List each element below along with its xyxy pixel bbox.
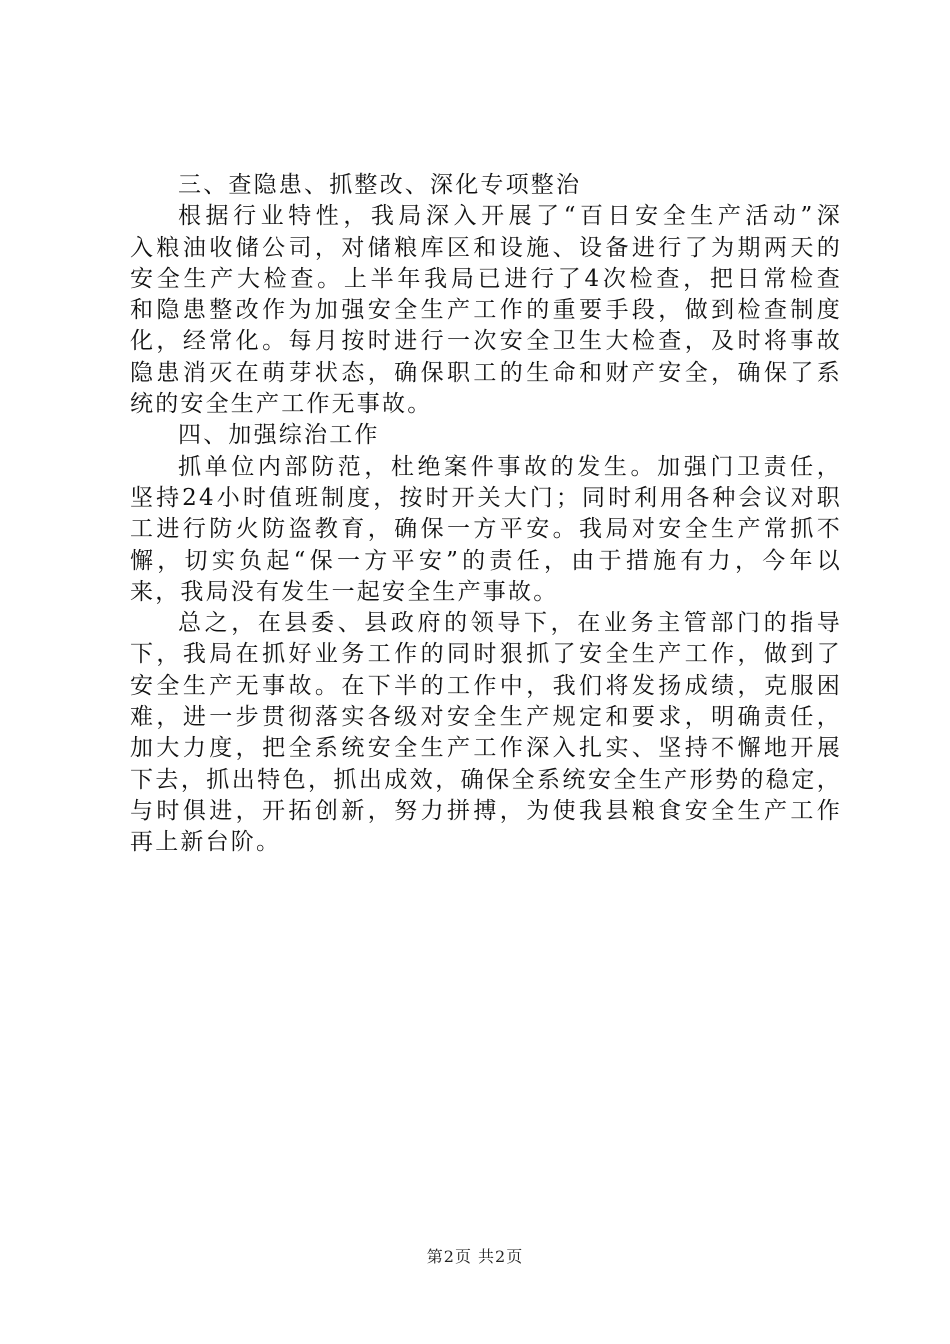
paragraph-line: 懈，切实负起“保一方平安”的责任，由于措施有力，今年以 [130,547,842,574]
paragraph-line: 下去，抓出特色，抓出成效，确保全系统安全生产形势的稳定， [130,766,842,793]
section-3-paragraph [130,201,842,420]
paragraph-line: 入粮油收储公司，对储粮库区和设施、设备进行了为期两天的 [130,234,842,261]
paragraph-line: 来，我局没有发生一起安全生产事故。 [130,578,559,605]
paragraph-line: 总之，在县委、县政府的领导下，在业务主管部门的指导 [178,610,842,637]
section-heading-3: 三、查隐患、抓整改、深化专项整治 [178,172,582,198]
paragraph-line: 隐患消灭在萌芽状态，确保职工的生命和财产安全，确保了系 [130,359,842,386]
paragraph-line: 加大力度，把全系统安全生产工作深入扎实、坚持不懈地开展 [130,735,842,762]
section-4-paragraph [130,452,842,608]
paragraph-line: 抓单位内部防范，杜绝案件事故的发生。加强门卫责任， [178,453,842,480]
page-number-footer: 第2页 共2页 [426,1247,524,1266]
paragraph-line: 难，进一步贯彻落实各级对安全生产规定和要求，明确责任， [130,704,842,731]
paragraph-line: 化，经常化。每月按时进行一次安全卫生大检查，及时将事故 [130,328,842,355]
paragraph-line: 工进行防火防盗教育，确保一方平安。我局对安全生产常抓不 [130,516,842,543]
paragraph-line: 与时俱进，开拓创新，努力拼搏，为使我县粮食安全生产工作 [130,797,842,824]
paragraph-line: 和隐患整改作为加强安全生产工作的重要手段，做到检查制度 [130,297,842,324]
conclusion-paragraph [130,608,842,858]
document-body [130,170,842,859]
paragraph-line: 下，我局在抓好业务工作的同时狠抓了安全生产工作，做到了 [130,641,842,668]
paragraph-line: 坚持24小时值班制度，按时开关大门；同时利用各种会议对职 [130,484,842,511]
paragraph-line: 安全生产大检查。上半年我局已进行了4次检查，把日常检查 [130,265,842,292]
paragraph-line: 统的安全生产工作无事故。 [130,391,433,418]
paragraph-line: 根据行业特性，我局深入开展了“百日安全生产活动”深 [178,203,842,230]
paragraph-line: 安全生产无事故。在下半的工作中，我们将发扬成绩，克服困 [130,672,842,699]
section-heading-4: 四、加强综治工作 [178,422,380,449]
paragraph-line: 再上新台阶。 [130,829,282,856]
